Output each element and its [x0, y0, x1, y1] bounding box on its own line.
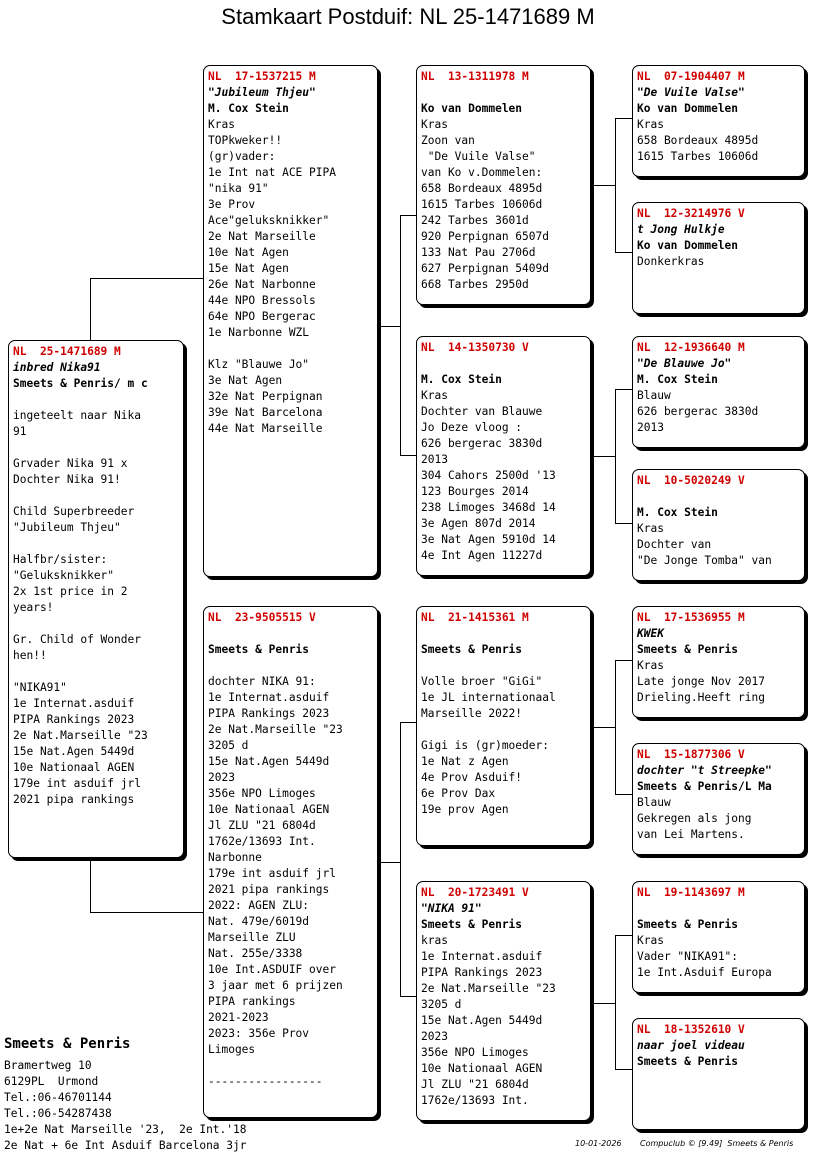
- owner-name: Smeets & Penris: [637, 643, 739, 656]
- info-line: PIPA Rankings 2023: [208, 707, 330, 720]
- info-line: Gr. Child of Wonder: [13, 633, 141, 646]
- pedigree-card-great-grandparent[interactable]: [632, 469, 805, 581]
- info-line: 3205 d: [421, 998, 462, 1011]
- owner-name: Ko van Dommelen: [421, 102, 523, 115]
- info-line: -----------------: [208, 1075, 323, 1088]
- owner-name: Smeets & Penris: [637, 918, 739, 931]
- info-line: Gigi is (gr)moeder:: [421, 739, 549, 752]
- info-line: [421, 722, 586, 738]
- software-credit: Compuclub © [9.49] Smeets & Penris: [640, 1139, 794, 1148]
- pedigree-card-maternal-grandmother[interactable]: [416, 881, 591, 1121]
- info-line: 658 Bordeaux 4895d: [421, 182, 543, 195]
- info-line: kras: [421, 934, 448, 947]
- info-line: 10e Nat Agen: [208, 246, 289, 259]
- info-line: TOPkweker!!: [208, 134, 283, 147]
- connector-line: [90, 278, 91, 340]
- info-line: 1615 Tarbes 10606d: [637, 150, 759, 163]
- pedigree-card-great-grandparent[interactable]: [632, 202, 805, 314]
- breeder-info: [4, 1034, 246, 1154]
- info-line: [13, 440, 179, 456]
- info-line: 10e Nationaal AGEN: [208, 803, 330, 816]
- info-line: 3205 d: [208, 739, 249, 752]
- breeder-detail-line: 2e Nat + 6e Int Asduif Barcelona 3jr: [4, 1139, 247, 1152]
- breeder-detail-line: Bramertweg 10: [4, 1059, 92, 1072]
- pigeon-name: inbred Nika91: [13, 361, 101, 374]
- pigeon-name: [421, 85, 586, 101]
- info-line: Kras: [421, 389, 448, 402]
- info-line: [208, 658, 373, 674]
- connector-line: [378, 326, 400, 327]
- pigeon-name: [208, 626, 373, 642]
- pedigree-card-great-grandparent[interactable]: [632, 743, 805, 855]
- info-line: 15e Nat.Agen 5449d: [208, 755, 330, 768]
- info-line: 3e Prov: [208, 198, 256, 211]
- info-line: hen!!: [13, 649, 47, 662]
- info-line: 626 bergerac 3830d: [421, 437, 543, 450]
- info-line: 10e Nationaal AGEN: [13, 761, 135, 774]
- ring-number: NL 12-3214976 V: [637, 207, 745, 220]
- info-line: 2e Nat.Marseille "23: [13, 729, 148, 742]
- info-line: 15e Nat.Agen 5449d: [13, 745, 135, 758]
- info-line: van Lei Martens.: [637, 828, 745, 841]
- pedigree-card-great-grandparent[interactable]: [632, 65, 805, 177]
- info-line: 123 Bourges 2014: [421, 485, 529, 498]
- info-line: 626 bergerac 3830d: [637, 405, 759, 418]
- info-line: 1e Int.Asduif Europa: [637, 966, 772, 979]
- info-line: Klz "Blauwe Jo": [208, 358, 310, 371]
- connector-line: [615, 1069, 633, 1070]
- info-line: Narbonne: [208, 851, 262, 864]
- info-line: Drieling.Heeft ring: [637, 691, 765, 704]
- info-line: "Geluksknikker": [13, 569, 115, 582]
- info-line: 1e Int nat ACE PIPA: [208, 166, 336, 179]
- info-line: 2022: AGEN ZLU:: [208, 899, 310, 912]
- connector-line: [615, 252, 633, 253]
- pigeon-name: KWEK: [637, 627, 664, 640]
- breeder-detail-line: Tel.:06-46701144: [4, 1091, 112, 1104]
- info-line: 15e Nat.Agen 5449d: [421, 1014, 543, 1027]
- info-line: Ace"geluksknikker": [208, 214, 330, 227]
- info-line: 1e JL internationaal: [421, 691, 556, 704]
- breeder-detail-line: 1e+2e Nat Marseille '23, 2e Int.'18: [4, 1123, 247, 1136]
- info-line: 1e Nat z Agen: [421, 755, 509, 768]
- info-line: 3e Agen 807d 2014: [421, 517, 536, 530]
- info-line: 1e Internat.asduif: [13, 697, 135, 710]
- owner-name: Smeets & Penris/ m c: [13, 377, 148, 390]
- connector-line: [615, 660, 633, 661]
- pigeon-name: naar joel videau: [637, 1039, 745, 1052]
- info-line: 44e NPO Bressols: [208, 294, 316, 307]
- info-line: Child Superbreeder: [13, 505, 135, 518]
- info-line: 1e Narbonne WZL: [208, 326, 310, 339]
- pedigree-card-maternal-grandfather[interactable]: [416, 606, 591, 846]
- pedigree-card-great-grandparent[interactable]: [632, 1018, 805, 1130]
- pedigree-card-subject[interactable]: [8, 340, 184, 858]
- info-line: Nat. 255e/3338: [208, 947, 303, 960]
- owner-name: Smeets & Penris: [637, 1055, 739, 1068]
- info-line: Kras: [421, 118, 448, 131]
- info-line: 133 Nat Pau 2706d: [421, 246, 536, 259]
- info-line: 1615 Tarbes 10606d: [421, 198, 543, 211]
- connector-line: [400, 455, 417, 456]
- info-line: 91: [13, 425, 27, 438]
- pigeon-name: "De Blauwe Jo": [637, 357, 732, 370]
- ring-number: NL 25-1471689 M: [13, 345, 121, 358]
- connector-line: [591, 456, 615, 457]
- info-line: Limoges: [208, 1043, 256, 1056]
- info-line: Gekregen als jong: [637, 812, 752, 825]
- info-line: Blauw: [637, 796, 671, 809]
- info-line: 10e Int.ASDUIF over: [208, 963, 336, 976]
- info-line: van Ko v.Dommelen:: [421, 166, 543, 179]
- connector-line: [615, 389, 616, 524]
- connector-line: [615, 935, 616, 1070]
- info-line: "Jubileum Thjeu": [13, 521, 121, 534]
- pigeon-name: dochter "t Streepke": [637, 764, 772, 777]
- info-line: Kras: [637, 934, 664, 947]
- info-line: 4e Prov Asduif!: [421, 771, 523, 784]
- page-title: Stamkaart Postduif: NL 25-1471689 M: [221, 4, 595, 29]
- connector-line: [615, 935, 633, 936]
- connector-line: [591, 1003, 615, 1004]
- connector-line: [591, 727, 615, 728]
- info-line: ingeteelt naar Nika: [13, 409, 141, 422]
- info-line: Dochter van: [637, 538, 712, 551]
- info-line: 1762e/13693 Int.: [421, 1094, 529, 1107]
- info-line: 179e int asduif jrl: [13, 777, 141, 790]
- connector-line: [400, 722, 401, 996]
- info-line: 26e Nat Narbonne: [208, 278, 316, 291]
- connector-line: [591, 185, 615, 186]
- info-line: 238 Limoges 3468d 14: [421, 501, 556, 514]
- info-line: Kras: [637, 659, 664, 672]
- info-line: 10e Nationaal AGEN: [421, 1062, 543, 1075]
- pedigree-card-paternal-grandmother[interactable]: [416, 336, 591, 576]
- info-line: 2021-2023: [208, 1011, 269, 1024]
- connector-line: [90, 278, 204, 279]
- info-line: 3e Nat Agen: [208, 374, 283, 387]
- breeder-detail-line: Tel.:06-54287438: [4, 1107, 112, 1120]
- info-line: Late jonge Nov 2017: [637, 675, 765, 688]
- info-line: 64e NPO Bergerac: [208, 310, 316, 323]
- info-line: Nat. 479e/6019d: [208, 915, 310, 928]
- ring-number: NL 14-1350730 V: [421, 341, 529, 354]
- info-line: PIPA Rankings 2023: [13, 713, 135, 726]
- info-line: 2023: 356e Prov: [208, 1027, 310, 1040]
- ring-number: NL 20-1723491 V: [421, 886, 529, 899]
- ring-number: NL 23-9505515 V: [208, 611, 316, 624]
- info-line: Grvader Nika 91 x: [13, 457, 128, 470]
- ring-number: NL 17-1537215 M: [208, 70, 316, 83]
- pigeon-name: t Jong Hulkje: [637, 223, 725, 236]
- info-line: Jl ZLU "21 6804d: [421, 1078, 529, 1091]
- pigeon-name: [637, 489, 800, 505]
- info-line: 2023: [421, 1030, 448, 1043]
- ring-number: NL 21-1415361 M: [421, 611, 529, 624]
- pedigree-card-paternal-grandfather[interactable]: [416, 65, 591, 305]
- ring-number: NL 12-1936640 M: [637, 341, 745, 354]
- info-line: 19e prov Agen: [421, 803, 509, 816]
- info-line: 1e Internat.asduif: [208, 691, 330, 704]
- info-line: Zoon van: [421, 134, 475, 147]
- owner-name: Smeets & Penris: [421, 918, 523, 931]
- ring-number: NL 13-1311978 M: [421, 70, 529, 83]
- info-line: [13, 664, 179, 680]
- info-line: 1e Internat.asduif: [421, 950, 543, 963]
- info-line: 2013: [421, 453, 448, 466]
- info-line: 242 Tarbes 3601d: [421, 214, 529, 227]
- info-line: [13, 616, 179, 632]
- print-date: 10-01-2026: [575, 1139, 622, 1148]
- owner-name: M. Cox Stein: [421, 373, 502, 386]
- info-line: Kras: [637, 118, 664, 131]
- info-line: [13, 536, 179, 552]
- pedigree-card-great-grandparent[interactable]: [632, 606, 805, 718]
- pigeon-name: [421, 626, 586, 642]
- info-line: 4e Int Agen 11227d: [421, 549, 543, 562]
- owner-name: Smeets & Penris: [421, 643, 523, 656]
- info-line: Donkerkras: [637, 255, 705, 268]
- pigeon-name: "NIKA 91": [421, 902, 482, 915]
- pigeon-name: [637, 901, 800, 917]
- connector-line: [378, 862, 400, 863]
- info-line: Halfbr/sister:: [13, 553, 108, 566]
- info-line: 2e Nat.Marseille "23: [208, 723, 343, 736]
- connector-line: [615, 523, 633, 524]
- connector-line: [400, 996, 417, 997]
- info-line: [421, 658, 586, 674]
- info-line: 3e Nat Agen 5910d 14: [421, 533, 556, 546]
- info-line: Jl ZLU "21 6804d: [208, 819, 316, 832]
- info-line: "NIKA91": [13, 681, 67, 694]
- info-line: 627 Perpignan 5409d: [421, 262, 549, 275]
- info-line: "nika 91": [208, 182, 269, 195]
- info-line: "De Jonge Tomba" van: [637, 554, 772, 567]
- info-line: Marseille 2022!: [421, 707, 523, 720]
- pedigree-card-great-grandparent[interactable]: [632, 881, 805, 993]
- breeder-details: [4, 1058, 246, 1154]
- info-line: 2021 pipa rankings: [208, 883, 330, 896]
- ring-number: NL 10-5020249 V: [637, 474, 745, 487]
- info-line: PIPA Rankings 2023: [421, 966, 543, 979]
- info-line: 2e Nat.Marseille "23: [421, 982, 556, 995]
- info-line: 39e Nat Barcelona: [208, 406, 323, 419]
- owner-name: Ko van Dommelen: [637, 102, 739, 115]
- owner-name: M. Cox Stein: [637, 373, 718, 386]
- info-line: 2013: [637, 421, 664, 434]
- connector-line: [615, 389, 633, 390]
- connector-line: [400, 215, 401, 455]
- breeder-name: Smeets & Penris: [4, 1036, 131, 1052]
- connector-line: [90, 912, 204, 913]
- info-line: 658 Bordeaux 4895d: [637, 134, 759, 147]
- pigeon-name: "Jubileum Thjeu": [208, 86, 316, 99]
- connector-line: [400, 722, 417, 723]
- info-line: 32e Nat Perpignan: [208, 390, 323, 403]
- info-line: [13, 392, 179, 408]
- info-line: 304 Cahors 2500d '13: [421, 469, 556, 482]
- info-line: (gr)vader:: [208, 150, 276, 163]
- info-line: Kras: [208, 118, 235, 131]
- info-line: 668 Tarbes 2950d: [421, 278, 529, 291]
- info-line: Marseille ZLU: [208, 931, 296, 944]
- info-line: "De Vuile Valse": [421, 150, 536, 163]
- connector-line: [615, 794, 633, 795]
- pigeon-name: "De Vuile Valse": [637, 86, 745, 99]
- owner-name: Smeets & Penris/L Ma: [637, 780, 772, 793]
- owner-name: M. Cox Stein: [208, 102, 289, 115]
- info-line: Volle broer "GiGi": [421, 675, 543, 688]
- info-line: years!: [13, 601, 54, 614]
- info-line: Kras: [637, 522, 664, 535]
- info-line: Dochter van Blauwe: [421, 405, 543, 418]
- connector-line: [615, 660, 616, 795]
- info-line: [13, 488, 179, 504]
- pedigree-card-great-grandparent[interactable]: [632, 336, 805, 448]
- info-line: Vader "NIKA91":: [637, 950, 739, 963]
- info-line: 3 jaar met 6 prijzen: [208, 979, 343, 992]
- info-line: Jo Deze vloog :: [421, 421, 523, 434]
- info-line: Dochter Nika 91!: [13, 473, 121, 486]
- info-line: 356e NPO Limoges: [421, 1046, 529, 1059]
- info-line: [208, 341, 373, 357]
- pigeon-name: [421, 356, 586, 372]
- info-line: 2021 pipa rankings: [13, 793, 135, 806]
- info-line: 1762e/13693 Int.: [208, 835, 316, 848]
- connector-line: [615, 118, 616, 253]
- connector-line: [615, 118, 633, 119]
- ring-number: NL 07-1904407 M: [637, 70, 745, 83]
- info-line: 44e Nat Marseille: [208, 422, 323, 435]
- info-line: 6e Prov Dax: [421, 787, 496, 800]
- info-line: 2023: [208, 771, 235, 784]
- owner-name: M. Cox Stein: [637, 506, 718, 519]
- info-line: Blauw: [637, 389, 671, 402]
- info-line: 920 Perpignan 6507d: [421, 230, 549, 243]
- info-line: 15e Nat Agen: [208, 262, 289, 275]
- info-line: 179e int asduif jrl: [208, 867, 336, 880]
- ring-number: NL 15-1877306 V: [637, 748, 745, 761]
- info-line: 2e Nat Marseille: [208, 230, 316, 243]
- info-line: PIPA rankings: [208, 995, 296, 1008]
- ring-number: NL 18-1352610 V: [637, 1023, 745, 1036]
- ring-number: NL 19-1143697 M: [637, 886, 745, 899]
- owner-name: Ko van Dommelen: [637, 239, 739, 252]
- owner-name: Smeets & Penris: [208, 643, 310, 656]
- info-line: dochter NIKA 91:: [208, 675, 316, 688]
- connector-line: [400, 215, 417, 216]
- pedigree-card-father[interactable]: [203, 65, 378, 577]
- breeder-detail-line: 6129PL Urmond: [4, 1075, 99, 1088]
- ring-number: NL 17-1536955 M: [637, 611, 745, 624]
- info-line: 2x 1st price in 2: [13, 585, 128, 598]
- connector-line: [90, 858, 91, 913]
- info-line: 356e NPO Limoges: [208, 787, 316, 800]
